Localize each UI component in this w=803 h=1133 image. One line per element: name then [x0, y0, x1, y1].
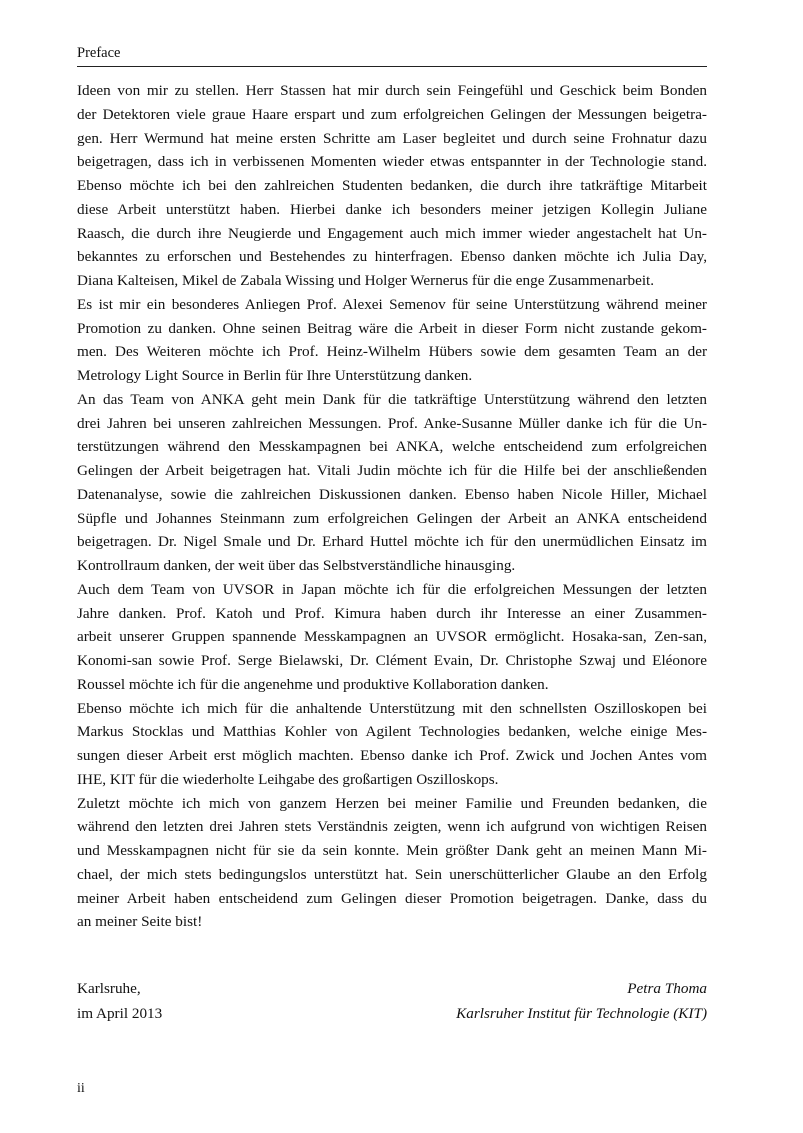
text-line: Metrology Light Source in Berlin für Ihre Unterstützung danken. — [77, 367, 473, 384]
paragraph — [77, 697, 707, 792]
closing-place: Karlsruhe, — [77, 980, 141, 997]
text-line: Süpfle und Johannes Steinmann zum erfolgreichen Gelingen der Arbeit an ANKA entscheidend — [77, 509, 707, 527]
text-line: Diana Kalteisen, Mikel de Zabala Wissing und Holger Wernerus für die enge Zusammenarbeit. — [77, 272, 655, 289]
text-line: Ebenso möchte ich bei den zahlreichen Studenten bedanken, die durch ihre tatkräftige Mitarbeit — [77, 177, 707, 194]
closing-author: Petra Thoma — [627, 980, 707, 997]
text-line: der Detektoren viele graue Haare erspart und zum erfolgreichen Gelingen der Messungen beigetra- — [77, 105, 707, 123]
text-line: Gelingen der Arbeit beigetragen hat. Vitali Judin möchte ich für die Hilfe bei der anschließenden — [77, 462, 707, 479]
text-line: beigetragen, dass ich in verbissenen Momenten wieder etwas entspannter in der Technologie stand. — [77, 153, 707, 171]
paragraph — [77, 388, 707, 578]
text-line: men. Des Weiteren möchte ich Prof. Heinz-Wilhelm Hübers sowie dem gesamten Team an der — [77, 343, 707, 361]
text-line: Auch dem Team von UVSOR in Japan möchte ich für die erfolgreichen Messungen der letzten — [77, 580, 707, 598]
text-line: gen. Herr Wermund hat meine ersten Schritte am Laser begleitet und durch seine Frohnatur dazu — [77, 129, 707, 147]
text-line: und Messkampagnen nicht für sie da sein konnte. Mein größter Dank geht an meinen Mann Mi- — [77, 842, 707, 859]
signature-block — [77, 976, 707, 1026]
text-line: chael, der mich stets bedingungslos unterstützt hat. Sein unerschütterlicher Glaube an den Erfolg — [77, 865, 707, 883]
text-line: sungen dieser Arbeit erst möglich machten. Ebenso danke ich Prof. Zwick und Jochen Antes vom — [77, 747, 707, 764]
paragraph — [77, 578, 707, 697]
text-line: beigetragen. Dr. Nigel Smale und Dr. Erhard Huttel möchte ich für den unermüdlichen Einsatz im — [77, 533, 707, 551]
text-line: arbeit unserer Gruppen spannende Messkampagnen an UVSOR ermöglicht. Hosaka-san, Zen-san, — [77, 628, 707, 646]
text-line: Ebenso möchte ich mich für die anhaltende Unterstützung mit den schnellsten Oszilloskopen bei — [77, 699, 707, 717]
text-line: terstützungen während den Messkampagnen bei ANKA, welche entscheidend zum erfolgreichen — [77, 438, 707, 456]
text-line: bekanntes zu erforschen und Bestehendes zu hinterfragen. Ebenso danken möchte ich Julia Day, — [77, 248, 707, 266]
closing-institution: Karlsruher Institut für Technologie (KIT) — [456, 1005, 707, 1022]
text-line: Datenanalyse, sowie die zahlreichen Diskussionen danken. Ebenso haben Nicole Hiller, Michael — [77, 485, 707, 503]
text-line: IHE, KIT für die wiederholte Leihgabe des großartigen Oszilloskops. — [77, 770, 499, 788]
text-line: Ideen von mir zu stellen. Herr Stassen hat mir durch sein Feingefühl und Geschick beim Bonden — [77, 82, 707, 99]
text-line: Jahre danken. Prof. Katoh und Prof. Kimura haben durch ihr Interesse an einer Zusammen- — [77, 604, 707, 622]
paragraph — [77, 79, 707, 293]
text-line: an meiner Seite bist! — [77, 913, 203, 931]
header-rule — [77, 66, 707, 67]
closing-date: im April 2013 — [77, 1005, 163, 1022]
text-line: Zuletzt möchte ich mich von ganzem Herzen bei meiner Familie und Freunden bedanken, die — [77, 794, 707, 812]
preface-body — [77, 79, 707, 934]
paragraph — [77, 293, 707, 388]
paragraph — [77, 792, 707, 935]
text-line: während den letzten drei Jahren stets Verständnis zeigten, wenn ich aufgrund von wichtigen Reisen — [77, 818, 707, 836]
text-line: meiner Arbeit haben entscheidend zum Gelingen dieser Promotion beigetragen. Danke, dass du — [77, 889, 707, 907]
text-line: Promotion zu danken. Ohne seinen Beitrag wäre die Arbeit in dieser Form nicht zustande gekom- — [77, 319, 707, 337]
text-line: An das Team von ANKA geht mein Dank für die tatkräftige Unterstützung während den letzten — [77, 390, 707, 408]
document-page — [77, 0, 707, 1133]
text-line: Raasch, die durch ihre Neugierde und Engagement auch mich immer wieder angestachelt hat Un- — [77, 224, 707, 242]
page-number: ii — [77, 1081, 85, 1096]
text-line: Roussel möchte ich für die angenehme und produktive Kollaboration danken. — [77, 675, 549, 693]
text-line: Konomi-san sowie Prof. Serge Bielawski, Dr. Clément Evain, Dr. Christophe Szwaj und Eléonore — [77, 652, 707, 669]
text-line: Markus Stocklas und Matthias Kohler von Agilent Technologies bedanken, welche einige Mes- — [77, 723, 707, 741]
running-header-title: Preface — [77, 45, 121, 61]
text-line: drei Jahren bei unseren zahlreichen Messungen. Prof. Anke-Susanne Müller danke ich für die Un- — [77, 414, 707, 432]
text-line: Kontrollraum danken, der weit über das Selbstverständliche hinausging. — [77, 557, 516, 574]
text-line: Es ist mir ein besonderes Anliegen Prof. Alexei Semenov für seine Unterstützung während meiner — [77, 295, 707, 313]
text-line: diese Arbeit unterstützt haben. Hierbei danke ich besonders meiner jetzigen Kollegin Juliane — [77, 200, 707, 218]
